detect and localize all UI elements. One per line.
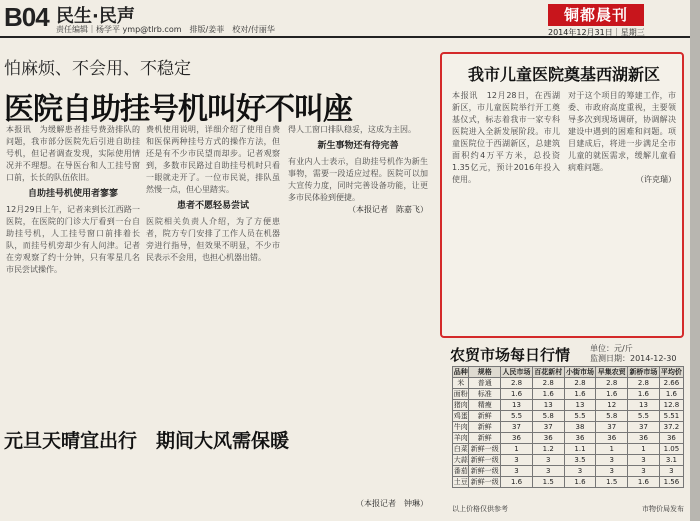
table-cell: 米 (453, 378, 469, 389)
table-cell: 白菜 (453, 445, 468, 453)
market-note-right: 市物价局发布 (642, 505, 684, 513)
table-row (453, 455, 684, 466)
market-table-body (453, 378, 684, 488)
table-cell: 5.5 (628, 411, 660, 422)
section-name: 民生·民声 (56, 6, 135, 27)
table-cell: 番茄 (453, 467, 468, 475)
col2-para-2: 医院相关负责人介绍，为了方便患者，院方专门安排了工作人员在机器旁进行指导，但效果不明显，不少市民表示不会用，也担心机器出错。 (146, 217, 280, 262)
table-cell: 大蒜 (453, 456, 468, 464)
market-table-header (453, 367, 684, 378)
table-cell: 12.8 (659, 400, 683, 411)
table-cell: 12 (596, 400, 628, 411)
table-cell: 3.1 (659, 455, 683, 466)
table-cell: 普通 (469, 378, 501, 389)
table-cell: 新鲜 (469, 411, 501, 422)
story-column-2 (146, 124, 280, 420)
table-row (453, 389, 684, 400)
table-cell: 38 (564, 422, 596, 433)
market-col-header: 人民市场 (502, 368, 531, 376)
table-cell: 新鲜一级 (470, 467, 499, 475)
market-col-header: 规格 (469, 367, 501, 378)
story-column-1 (6, 124, 140, 420)
table-cell: 3 (532, 455, 564, 466)
table-cell: 36 (501, 433, 533, 444)
table-cell: 2.8 (596, 378, 628, 389)
table-cell: 1 (501, 444, 533, 455)
market-unit: 单位：元/斤 (590, 344, 633, 353)
market-col-header: 平均价 (660, 368, 682, 376)
table-cell: 2.8 (501, 378, 533, 389)
table-cell: 1.6 (501, 389, 533, 400)
table-cell: 1.6 (628, 389, 660, 400)
table-cell: 36 (628, 433, 660, 444)
page-edge-shadow (690, 0, 700, 521)
bottom-headline: 元旦天晴宜出行 期间大风需保暖 (4, 430, 290, 452)
table-cell: 37 (501, 422, 533, 433)
table-cell: 13 (532, 400, 564, 411)
table-cell: 3 (596, 466, 628, 477)
table-row (453, 422, 684, 433)
issue-date: 2014年12月31日｜星期三 (548, 28, 645, 37)
table-cell: 1.6 (564, 477, 596, 488)
featured-para-1: 本报讯 12月28日，在西湖新区，市儿童医院举行开工奠基仪式，标志着我市一家专科医院进入全新发展阶段。市儿童医院位于西湖新区，总建筑面积约4万平方米，总投资1.35亿元，预计2016年投入使用。 (452, 91, 560, 184)
table-row (453, 466, 684, 477)
table-cell: 2.8 (532, 378, 564, 389)
bottom-byline: （本报记者 钟琳） (356, 499, 428, 508)
table-cell: 5.51 (659, 411, 683, 422)
table-cell: 猪肉 (453, 401, 468, 409)
table-row (453, 444, 684, 455)
table-cell: 37 (532, 422, 564, 433)
table-cell: 3 (501, 466, 533, 477)
story-column-3 (288, 124, 428, 420)
table-cell: 1.6 (501, 477, 533, 488)
table-cell: 1.05 (659, 444, 683, 455)
table-cell: 2.8 (628, 378, 660, 389)
market-col-header: 早集农贸 (597, 368, 626, 376)
featured-para-2: 对于这个项目的筹建工作，市委、市政府高度重视，主要领导多次到现场调研，协调解决建设中遇到的困难和问题。项目建成后，将进一步满足全市儿童的就医需求，缓解儿童看病难问题。 (568, 91, 676, 172)
market-title: 农贸市场每日行情 (450, 346, 571, 364)
table-cell: 3 (501, 455, 533, 466)
market-table (452, 366, 684, 488)
table-cell: 5.5 (564, 411, 596, 422)
page-number: B04 (4, 2, 49, 32)
col3-para: 得人工窗口排队稳妥，这成为主因。 (288, 125, 416, 134)
table-cell: 1.5 (532, 477, 564, 488)
bottom-byline-area (288, 498, 428, 512)
table-cell: 3 (532, 466, 564, 477)
col2-subhead: 患者不愿轻易尝试 (176, 201, 249, 211)
table-cell: 3 (659, 466, 683, 477)
table-cell: 1.1 (564, 444, 596, 455)
col1-para: 本报讯 为缓解患者挂号费劲排队的问题，我市部分医院先后引进自助挂号机，但记者调查发现，实际使用情况并不理想。在导医台和人工挂号窗口前，长长的队伍依旧。 (6, 125, 140, 182)
table-cell: 3 (596, 455, 628, 466)
table-row (453, 378, 684, 389)
table-cell: 2.8 (564, 378, 596, 389)
table-cell: 36 (659, 433, 683, 444)
market-col-header: 小街市场 (565, 368, 594, 376)
table-cell: 13 (564, 400, 596, 411)
table-cell: 新鲜一级 (470, 445, 499, 453)
table-cell: 1.6 (628, 477, 660, 488)
table-cell: 36 (564, 433, 596, 444)
table-cell: 3 (564, 466, 596, 477)
table-cell: 1 (628, 444, 660, 455)
table-cell: 1.6 (659, 389, 683, 400)
staff-credits: 责任编辑｜杨学平 ymp@tlrb.com 排版/姜菲 校对/付丽华 (56, 25, 275, 34)
featured-column-2 (568, 90, 676, 328)
table-cell: 牛肉 (453, 423, 468, 431)
table-cell: 1 (596, 444, 628, 455)
table-cell: 标准 (469, 389, 501, 400)
market-col-header: 百花新村 (534, 368, 563, 376)
table-cell: 精瘦 (469, 400, 501, 411)
market-col-header: 新桥市场 (629, 368, 658, 376)
table-cell: 羊肉 (453, 434, 468, 442)
col1-subhead: 自助挂号机使用者寥寥 (27, 189, 118, 199)
table-cell: 13 (628, 400, 660, 411)
col3-subhead: 新生事物还有待完善 (317, 141, 399, 151)
table-cell: 3 (628, 455, 660, 466)
paper-logo: 铜都晨刊 (548, 4, 644, 26)
page-header (0, 0, 700, 38)
table-cell: 2.66 (659, 378, 683, 389)
table-row (453, 477, 684, 488)
table-cell: 5.8 (596, 411, 628, 422)
table-cell: 新鲜一级 (470, 456, 499, 464)
table-row (453, 400, 684, 411)
table-cell: 新鲜一级 (470, 478, 499, 486)
featured-byline: （许克瑞） (636, 175, 676, 184)
table-cell: 5.5 (501, 411, 533, 422)
table-cell: 1.56 (659, 477, 683, 488)
story-byline: （本报记者 陈嘉飞） (348, 205, 428, 214)
table-cell: 面粉 (453, 390, 468, 398)
table-cell: 36 (532, 433, 564, 444)
table-cell: 3.5 (564, 455, 596, 466)
table-cell: 37 (596, 422, 628, 433)
table-cell: 鸡蛋 (453, 412, 468, 420)
market-date: 监测日期：2014-12-30 (590, 354, 677, 363)
featured-story-box (440, 52, 684, 338)
col2-para: 费机使用说明，详细介绍了使用自费和医保两种挂号方式的操作方法，但还是有不少市民望而却步。记者观察到，多数市民路过自助挂号机时只看一眼就走开了。一位市民说，排队虽然慢一点，但心里踏实。 (146, 125, 280, 194)
table-cell: 1.5 (596, 477, 628, 488)
table-cell: 3 (628, 466, 660, 477)
market-col-header: 品种 (453, 368, 468, 376)
table-cell: 新鲜 (469, 433, 501, 444)
featured-column-1 (452, 90, 560, 328)
table-cell: 1.6 (596, 389, 628, 400)
table-cell: 土豆 (453, 478, 468, 486)
table-cell: 1.6 (532, 389, 564, 400)
col1-para-2: 12月29日上午，记者来到长江西路一医院，在医院的门诊大厅看到一台自助挂号机，人工挂号窗口前排着长队，而挂号机旁却少有人问津。记者在旁观察了约十分钟，只有零星几名市民尝试操作。 (6, 205, 140, 274)
featured-story-title: 我市儿童医院奠基西湖新区 (467, 65, 660, 84)
table-cell: 37.2 (659, 422, 683, 433)
table-row (453, 433, 684, 444)
col3-para-2: 有业内人士表示，自助挂号机作为新生事物，需要一段适应过程。医院可以加大宣传力度，同时完善设备功能，让更多市民体验到便捷。 (288, 157, 428, 202)
table-cell: 1.6 (564, 389, 596, 400)
table-cell: 36 (596, 433, 628, 444)
story-headline: 医院自助挂号机叫好不叫座 (4, 92, 352, 127)
market-note-left: 以上价格仅供参考 (452, 505, 508, 513)
table-cell: 13 (501, 400, 533, 411)
table-cell: 5.8 (532, 411, 564, 422)
story-kicker: 怕麻烦、不会用、不稳定 (4, 59, 191, 79)
table-row (453, 411, 684, 422)
table-cell: 1.2 (532, 444, 564, 455)
table-cell: 新鲜 (469, 422, 501, 433)
table-cell: 37 (628, 422, 660, 433)
